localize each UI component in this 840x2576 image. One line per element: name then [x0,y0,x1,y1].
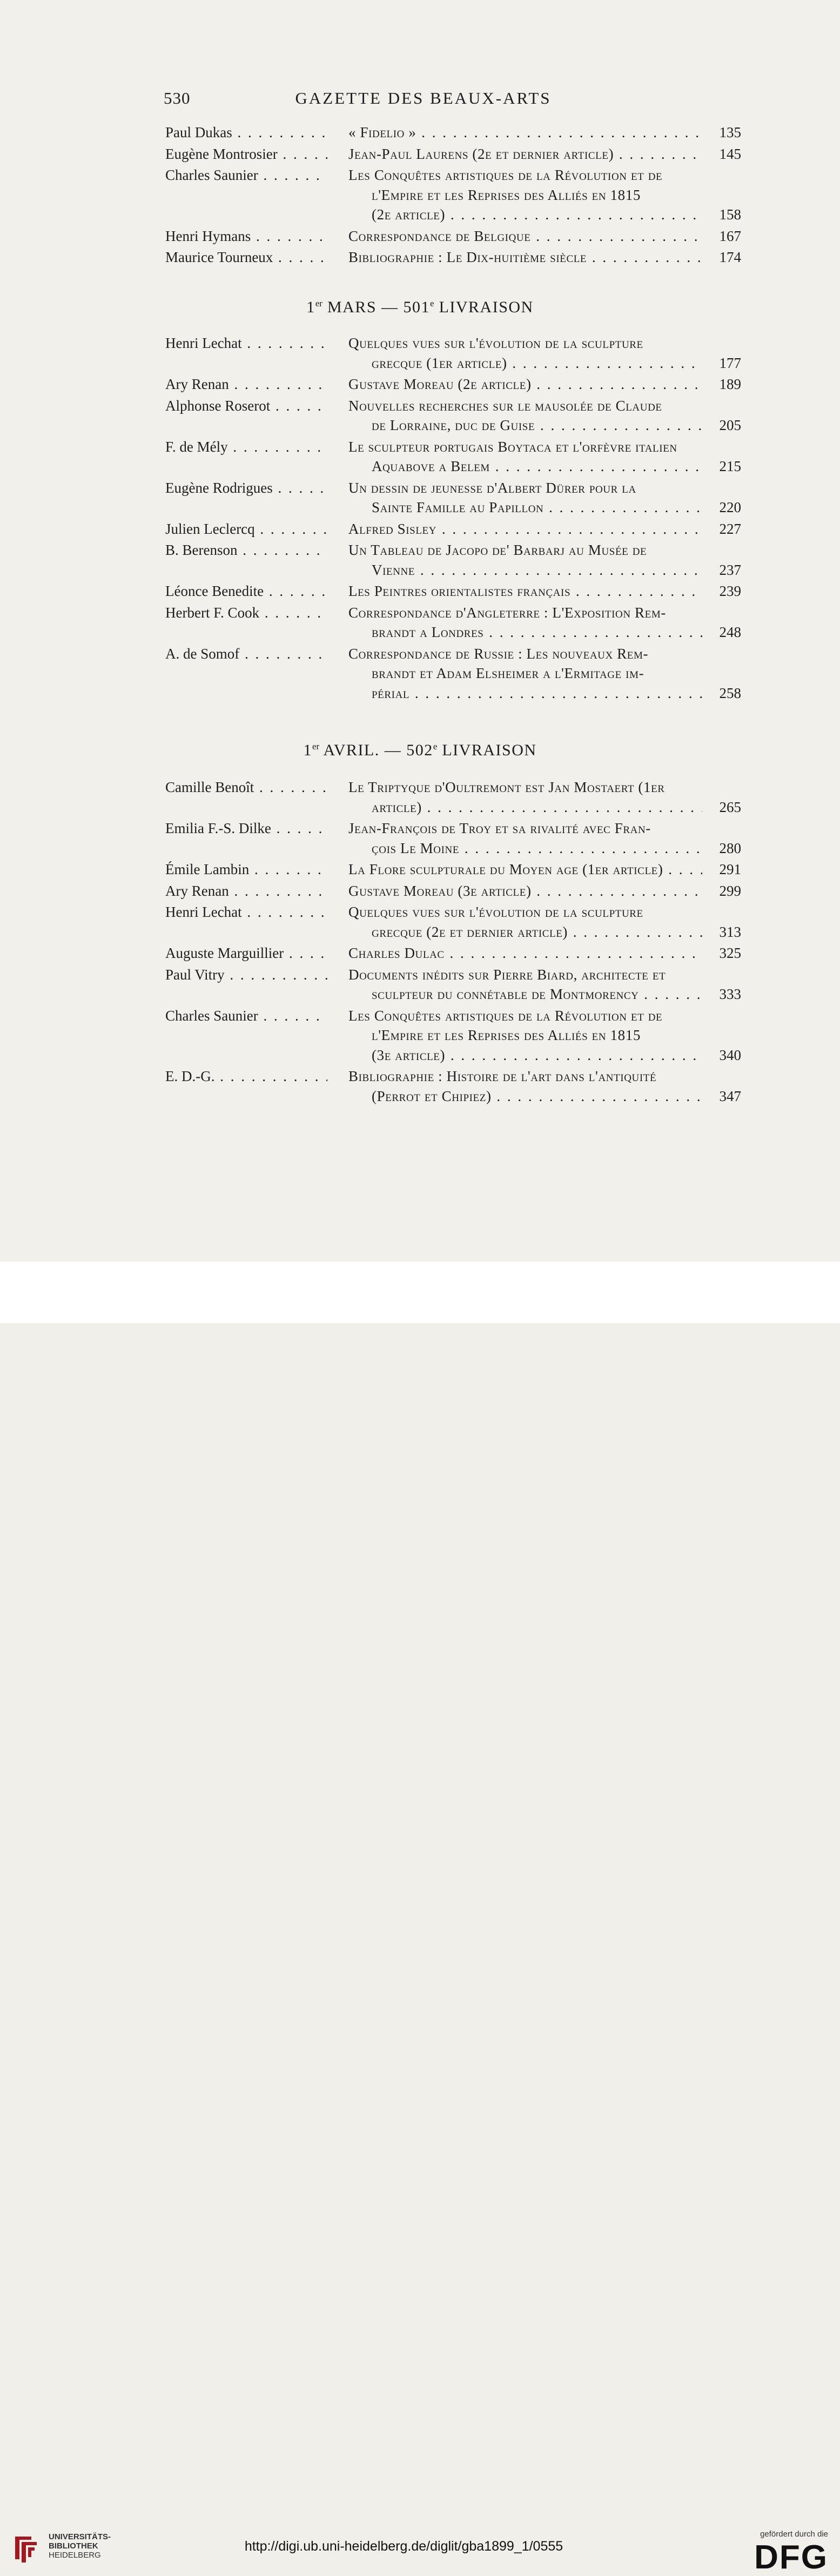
sponsor-label: gefördert durch die [760,2530,828,2539]
toc-author: Paul Dukas . . . [165,124,327,141]
toc-page-number: 265 [719,799,741,815]
toc-author: B. Berenson . . . [165,542,327,559]
toc-title-line: Les Peintres orientalistes français . . . [348,583,702,600]
toc-author: F. de Mély . . . [165,439,327,455]
source-url-link[interactable]: http://digi.ub.uni-heidelberg.de/diglit/gba1899_1/0555 [244,2539,563,2554]
toc-title-line: l'Empire et les Reprises des Alliés en 1815 [372,1027,641,1043]
toc-page-number: 313 [719,923,741,940]
toc-author: Camille Benoît . . . [165,779,327,796]
library-line-2: BIBLIOTHEK [49,2541,98,2551]
toc-title-line: Le Triptyque d'Oultremont est Jan Mostaert (1er [348,779,665,795]
toc-title-line: Quelques vues sur l'évolution de la sculpture [348,335,643,351]
toc-page-number: 215 [719,458,741,474]
toc-author: Henri Hymans . . . [165,228,327,245]
toc-title-line: de Lorraine, duc de Guise . . . [372,417,702,434]
toc-title-line: (Perrot et Chipiez) . . . [372,1088,702,1105]
running-title: GAZETTE DES BEAUX-ARTS [295,89,552,108]
toc-author: E. D.-G. . . . [165,1068,327,1085]
toc-page-number: 135 [719,124,741,140]
toc-page-number: 280 [719,840,741,856]
toc-author: Ary Renan . . . [165,376,327,393]
toc-author: Herbert F. Cook . . . [165,605,327,621]
toc-title-line: (3e article) . . . [372,1047,702,1064]
toc-page-number: 347 [719,1088,741,1104]
section-heading-avril: 1er AVRIL. — 502e LIVRAISON [303,741,537,759]
toc-page-number: 333 [719,986,741,1002]
toc-title-line: Gustave Moreau (3e article) . . . [348,883,702,900]
library-line-1: UNIVERSITÄTS- [49,2532,111,2541]
dfg-logo: DFG [754,2539,828,2576]
toc-page-number: 167 [719,227,741,244]
toc-author: Charles Saunier . . . [165,167,327,184]
toc-author: Emilia F.-S. Dilke . . . [165,820,327,837]
toc-page-number: 158 [719,206,741,223]
toc-author: Maurice Tourneux . . . [165,249,327,266]
toc-title-line: Correspondance d'Angleterre : L'Exposition Rem- [348,604,666,621]
toc-title-line: Quelques vues sur l'évolution de la sculpture [348,904,643,920]
toc-author: Paul Vitry . . . [165,967,327,983]
toc-title-line: sculpteur du connétable de Montmorency . . . [372,986,702,1003]
scanned-page [0,0,840,1262]
toc-title-line: Vienne . . . [372,562,702,579]
toc-title-line: Charles Dulac . . . [348,945,702,962]
toc-author: Eugène Montrosier . . . [165,146,327,163]
toc-title-line: Un Tableau de Jacopo de' Barbarj au Musée de [348,542,647,558]
toc-author: A. de Somof . . . [165,646,327,662]
toc-page-number: 237 [719,561,741,578]
toc-title-line: Gustave Moreau (2e article) . . . [348,376,702,393]
toc-page-number: 145 [719,145,741,162]
toc-title-line: périal . . . [372,685,702,702]
toc-title-line: Sainte Famille au Papillon . . . [372,499,702,516]
toc-author: Ary Renan . . . [165,883,327,900]
toc-page-number: 239 [719,583,741,599]
toc-author: Henri Lechat . . . [165,904,327,921]
toc-author: Alphonse Roserot . . . [165,398,327,414]
toc-page-number: 248 [719,624,741,640]
toc-author: Julien Leclercq . . . [165,521,327,538]
toc-author: Eugène Rodrigues . . . [165,480,327,497]
toc-title-line: Les Conquêtes artistiques de la Révolution et de [348,1007,663,1024]
toc-title-line: grecque (1er article) . . . [372,355,702,372]
toc-page-number: 220 [719,499,741,515]
toc-page-number: 340 [719,1046,741,1063]
toc-title-line: Le sculpteur portugais Boytaca et l'orfèvre italien [348,438,677,455]
toc-title-line: brandt et Adam Elsheimer a l'Ermitage im- [372,665,644,681]
toc-title-line: Un dessin de jeunesse d'Albert Dürer pour la [348,479,636,496]
toc-title-line: Bibliographie : Le Dix-huitième siècle . . . [348,249,702,266]
toc-author: Léonce Benedite . . . [165,583,327,600]
toc-title-line: article) . . . [372,799,702,816]
toc-title-line: Les Conquêtes artistiques de la Révolution et de [348,167,663,183]
footer-bar [0,1262,840,2576]
toc-title-line: « Fidelio » . . . [348,124,702,141]
toc-author: Émile Lambin . . . [165,861,327,878]
toc-page-number: 189 [719,376,741,392]
toc-page-number: 258 [719,685,741,701]
toc-page-number: 177 [719,354,741,371]
page-number: 530 [164,89,191,108]
toc-title-line: Bibliographie : Histoire de l'art dans l'antiquité [348,1068,657,1084]
toc-author: Charles Saunier . . . [165,1008,327,1024]
toc-title-line: Alfred Sisley . . . [348,521,702,538]
toc-title-line: La Flore sculpturale du Moyen age (1er article) . . . [348,861,702,878]
toc-title-line: çois Le Moine . . . [372,840,702,857]
toc-title-line: Documents inédits sur Pierre Biard, architecte et [348,966,666,983]
toc-title-line: Correspondance de Belgique . . . [348,228,702,245]
toc-title-line: l'Empire et les Reprises des Alliés en 1815 [372,186,641,203]
toc-page-number: 325 [719,945,741,961]
toc-page-number: 299 [719,882,741,899]
toc-title-line: Aquabove a Belem . . . [372,458,702,475]
toc-title-line: Jean-François de Troy et sa rivalité avec Fran- [348,820,651,836]
section-heading-mars: 1er MARS — 501e LIVRAISON [306,298,534,316]
toc-title-line: Nouvelles recherches sur le mausolée de Claude [348,397,662,414]
toc-author: Henri Lechat . . . [165,335,327,352]
toc-title-line: (2e article) . . . [372,206,702,223]
toc-page-number: 291 [719,861,741,877]
toc-page-number: 227 [719,520,741,537]
toc-title-line: grecque (2e et dernier article) . . . [372,924,702,941]
toc-page-number: 205 [719,417,741,433]
toc-title-line: brandt a Londres . . . [372,624,702,641]
toc-page-number: 174 [719,249,741,265]
toc-title-line: Correspondance de Russie : Les nouveaux Rem- [348,645,649,662]
toc-title-line: Jean-Paul Laurens (2e et dernier article) . . . [348,146,702,163]
library-line-3: HEIDELBERG [49,2551,101,2560]
toc-author: Auguste Marguillier . . . [165,945,327,962]
